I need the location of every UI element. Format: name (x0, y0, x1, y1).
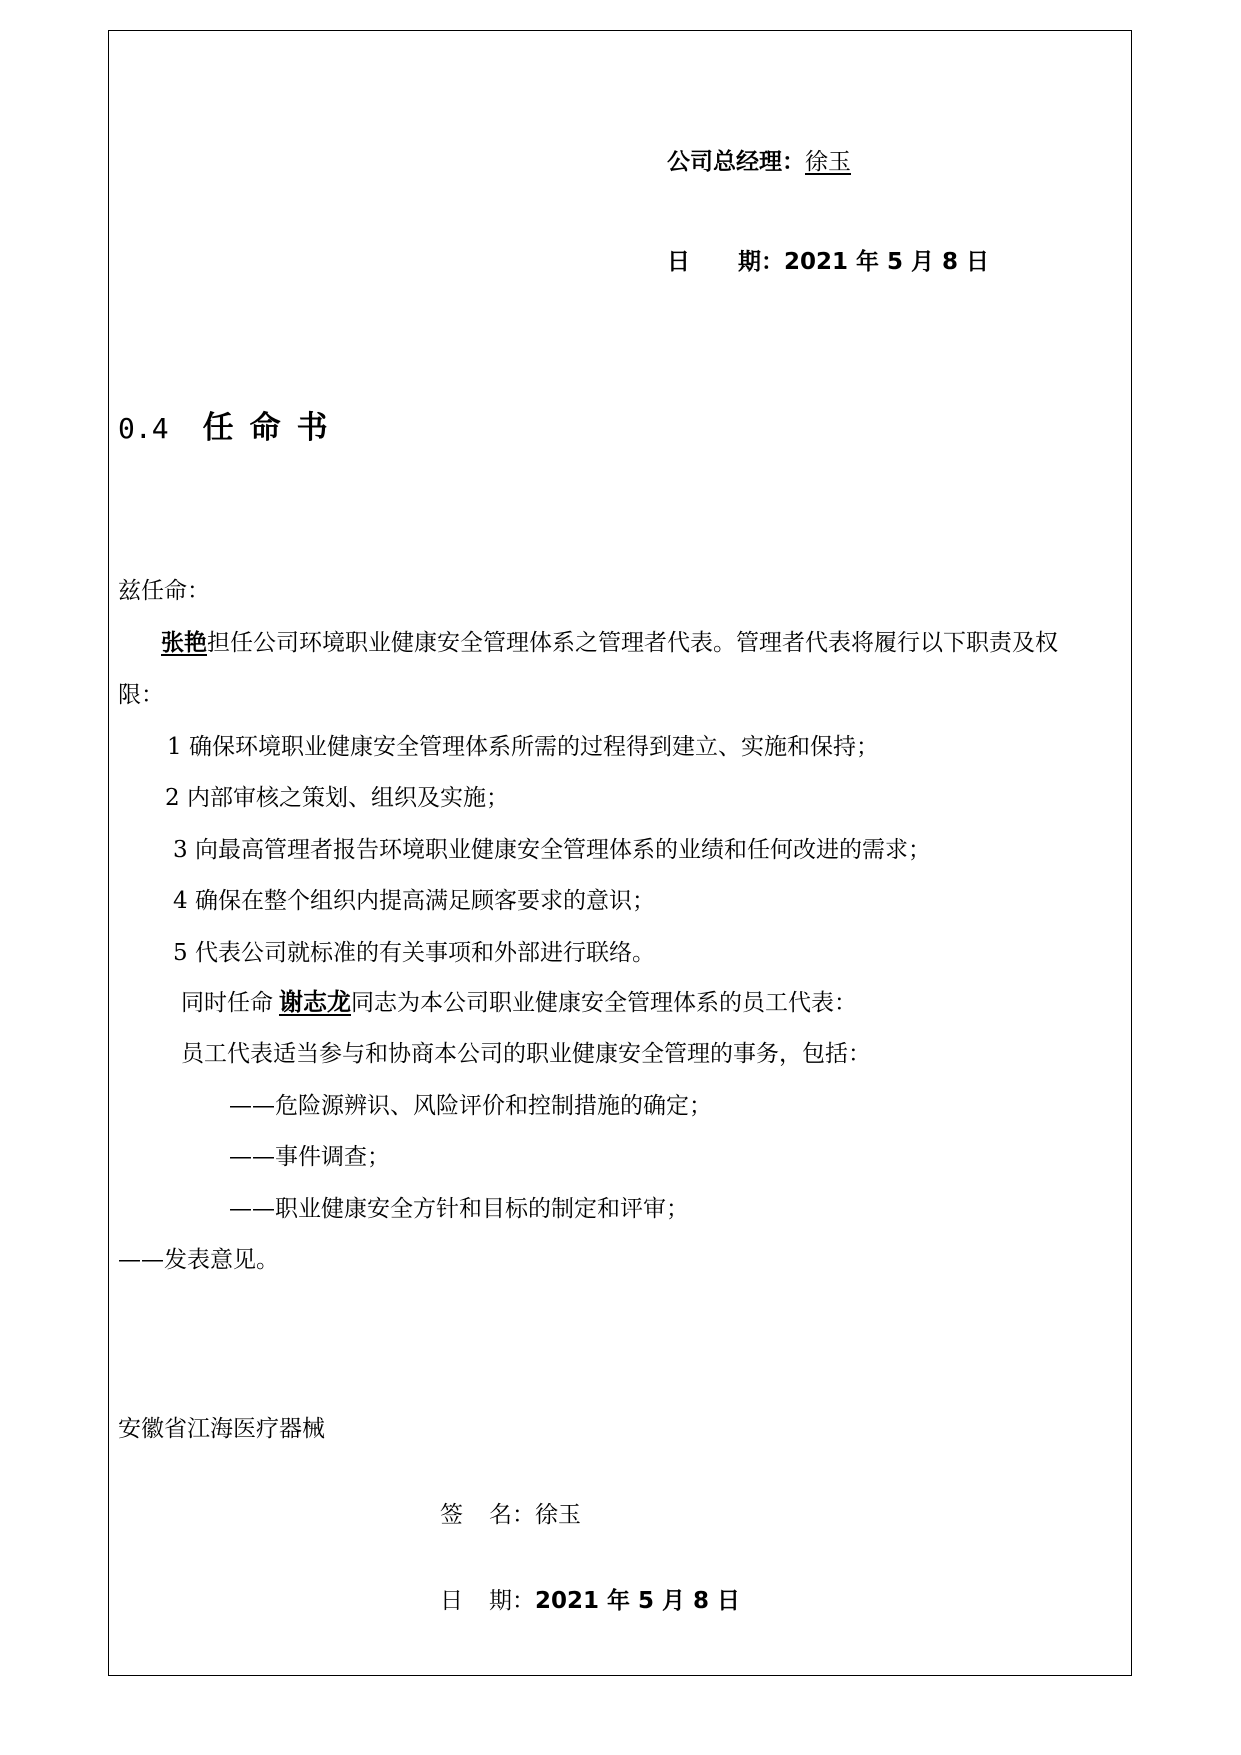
footer-date-label-2: 期： (489, 1588, 535, 1614)
top-date-label-1: 日 (667, 249, 690, 275)
section-title: 任命书 (202, 410, 344, 446)
footer-date-label-1: 日 (440, 1588, 463, 1614)
duty-4: 4 确保在整个组织内提高满足顾客要求的意识； (173, 888, 655, 914)
item-1: ——危险源辨识、风险评价和控制措施的确定； (229, 1093, 712, 1119)
gm-line (667, 147, 851, 177)
gm-label: 公司总经理： (667, 149, 805, 175)
intro-line: 兹任命： (118, 578, 210, 604)
also-line (181, 987, 857, 1018)
also-suffix: 同志为本公司职业健康安全管理体系的员工代表： (351, 990, 857, 1016)
duty-1: 1 确保环境职业健康安全管理体系所需的过程得到建立、实施和保持； (167, 734, 879, 760)
rep-line-cont: 限： (118, 682, 164, 708)
top-date-line (667, 247, 989, 277)
sign-name: 徐玉 (535, 1502, 581, 1528)
also-prefix: 同时任命 (181, 990, 273, 1016)
duty-3: 3 向最高管理者报告环境职业健康安全管理体系的业绩和任何改进的需求； (173, 837, 931, 863)
rep-text: 担任公司环境职业健康安全管理体系之管理者代表。管理者代表将履行以下职责及权 (207, 630, 1058, 656)
last-item: ——发表意见。 (118, 1247, 279, 1273)
rep-line (161, 628, 1058, 658)
footer-date-value: 2021 年 5 月 8 日 (535, 1588, 741, 1614)
top-date-value: 2021 年 5 月 8 日 (784, 249, 990, 275)
footer-date-line (440, 1586, 740, 1616)
gm-name: 徐玉 (805, 149, 851, 175)
section-number: 0.4 (118, 412, 169, 445)
company-name: 安徽省江海医疗器械 (118, 1416, 325, 1442)
duty-2: 2 内部审核之策划、组织及实施； (165, 785, 509, 811)
sign-label-2: 名： (489, 1502, 535, 1528)
employee-rep-line: 员工代表适当参与和协商本公司的职业健康安全管理的事务，包括： (181, 1041, 871, 1067)
sign-label-1: 签 (440, 1502, 463, 1528)
item-2: ——事件调查； (229, 1144, 390, 1170)
item-3: ——职业健康安全方针和目标的制定和评审； (229, 1196, 689, 1222)
also-name-underline (273, 990, 351, 1016)
section-heading (118, 408, 344, 449)
duty-5: 5 代表公司就标准的有关事项和外部进行联络。 (173, 940, 655, 966)
also-name: 谢志龙 (279, 988, 351, 1016)
rep-name: 张艳 (161, 630, 207, 656)
top-date-label-2: 期： (738, 249, 784, 275)
sign-line (440, 1500, 581, 1530)
